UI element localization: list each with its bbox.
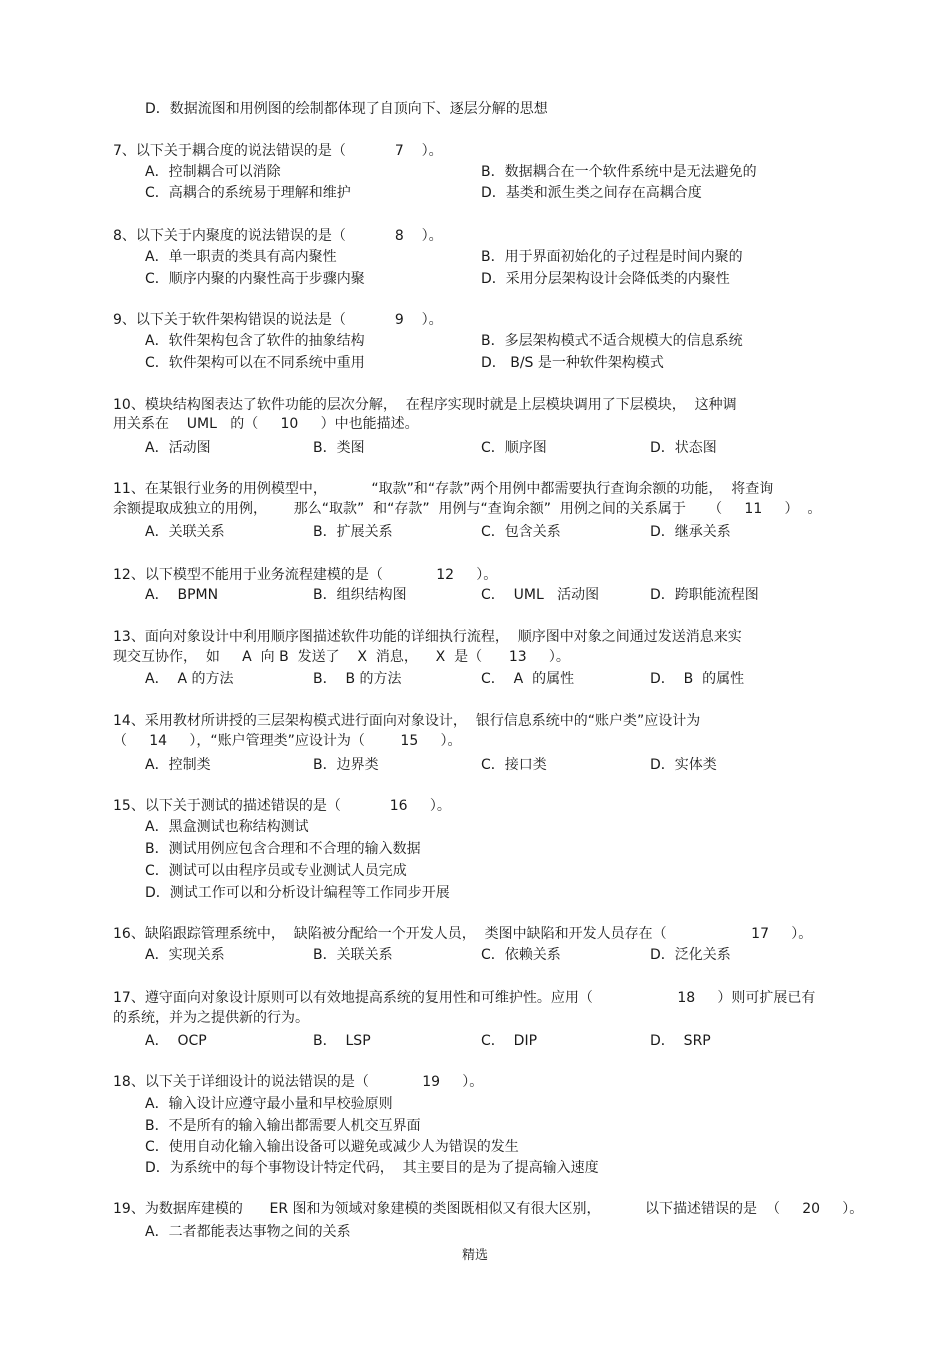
question-8-option-d: D．采用分层架构设计会降低类的内聚性 (481, 271, 730, 287)
question-15-option-c: C．测试可以由程序员或专业测试人员完成 (145, 863, 407, 879)
question-19-option-a: A．二者都能表达事物之间的关系 (145, 1224, 351, 1240)
question-14-stem-line1: 14、采用教材所讲授的三层架构模式进行面向对象设计， 银行信息系统中的“账户类”应设计为 (113, 713, 701, 729)
question-9-option-a: A．软件架构包含了软件的抽象结构 (145, 333, 365, 349)
question-11-stem-line2: 余额提取成独立的用例， 那么“取款” 和“存款” 用例与“查询余额” 用例之间的关系属于 （ 11 ） 。 (113, 501, 822, 517)
question-18-option-c: C．使用自动化输入输出设备可以避免或减少人为错误的发生 (145, 1139, 519, 1155)
question-15-stem: 15、以下关于测试的描述错误的是（ 16 ）。 (113, 798, 451, 814)
question-8-option-c: C．顺序内聚的内聚性高于步骤内聚 (145, 271, 365, 287)
question-8-stem: 8、以下关于内聚度的说法错误的是（ 8 ）。 (113, 228, 443, 244)
question-16-stem: 16、缺陷跟踪管理系统中， 缺陷被分配给一个开发人员， 类图中缺陷和开发人员存在（ 17 ）。 (113, 926, 813, 942)
question-11-option-b: B．扩展关系 (313, 524, 393, 540)
question-12-option-a: A． BPMN (145, 587, 219, 603)
question-14-option-b: B．边界类 (313, 757, 379, 773)
question-18-option-b: B．不是所有的输入输出都需要人机交互界面 (145, 1118, 421, 1134)
question-10-option-c: C．顺序图 (481, 440, 547, 456)
question-16-option-b: B．关联关系 (313, 947, 393, 963)
question-9-option-c: C．软件架构可以在不同系统中重用 (145, 355, 365, 371)
question-16-option-c: C．依赖关系 (481, 947, 561, 963)
prev-option-d: D．数据流图和用例图的绘制都体现了自顶向下、逐层分解的思想 (145, 101, 548, 117)
question-7-stem: 7、以下关于耦合度的说法错误的是（ 7 ）。 (113, 143, 443, 159)
question-16-option-a: A．实现关系 (145, 947, 225, 963)
question-10-option-a: A．活动图 (145, 440, 211, 456)
question-11-stem-line1: 11、在某银行业务的用例模型中， “取款”和“存款”两个用例中都需要执行查询余额的功能， 将查询 (113, 481, 774, 497)
question-8-option-b: B．用于界面初始化的子过程是时间内聚的 (481, 249, 743, 265)
question-12-option-b: B．组织结构图 (313, 587, 407, 603)
question-18-option-d: D．为系统中的每个事物设计特定代码， 其主要目的是为了提高输入速度 (145, 1160, 599, 1176)
question-11-option-c: C．包含关系 (481, 524, 561, 540)
question-13-option-d: D． B 的属性 (650, 671, 745, 687)
question-9-option-d: D． B/S 是一种软件架构模式 (481, 355, 664, 371)
question-11-option-a: A．关联关系 (145, 524, 225, 540)
question-17-option-a: A． OCP (145, 1033, 207, 1049)
question-15-option-d: D．测试工作可以和分析设计编程等工作同步开展 (145, 885, 450, 901)
question-13-option-b: B． B 的方法 (313, 671, 402, 687)
question-12-option-d: D．跨职能流程图 (650, 587, 759, 603)
question-17-option-c: C． DIP (481, 1033, 538, 1049)
question-10-option-d: D．状态图 (650, 440, 717, 456)
question-10-option-b: B．类图 (313, 440, 365, 456)
question-17-stem-line1: 17、遵守面向对象设计原则可以有效地提高系统的复用性和可维护性。应用（ 18 ）则可扩展已有 (113, 990, 816, 1006)
question-7-option-a: A．控制耦合可以消除 (145, 164, 281, 180)
question-17-option-b: B． LSP (313, 1033, 371, 1049)
page-footer: 精选 (461, 1248, 488, 1263)
question-18-stem: 18、以下关于详细设计的说法错误的是（ 19 ）。 (113, 1074, 484, 1090)
question-17-option-d: D． SRP (650, 1033, 711, 1049)
question-18-option-a: A．输入设计应遵守最小量和早校验原则 (145, 1096, 393, 1112)
question-13-option-a: A． A 的方法 (145, 671, 234, 687)
question-7-option-c: C．高耦合的系统易于理解和维护 (145, 185, 351, 201)
question-10-stem-line2: 用关系在 UML 的（ 10 ）中也能描述。 (113, 416, 419, 432)
question-8-option-a: A．单一职责的类具有高内聚性 (145, 249, 337, 265)
question-12-stem: 12、以下模型不能用于业务流程建模的是（ 12 ）。 (113, 567, 498, 583)
question-11-option-d: D．继承关系 (650, 524, 731, 540)
question-19-stem: 19、为数据库建模的 ER 图和为领域对象建模的类图既相似又有很大区别， 以下描述错误的是 （ 20 ）。 (113, 1201, 864, 1217)
question-9-stem: 9、以下关于软件架构错误的说法是（ 9 ）。 (113, 312, 443, 328)
question-15-option-b: B．测试用例应包含合理和不合理的输入数据 (145, 841, 421, 857)
question-14-option-c: C．接口类 (481, 757, 547, 773)
question-15-option-a: A．黑盒测试也称结构测试 (145, 819, 309, 835)
question-7-option-d: D．基类和派生类之间存在高耦合度 (481, 185, 702, 201)
question-14-stem-line2: （ 14 ），“账户管理类”应设计为（ 15 ）。 (113, 733, 462, 749)
question-7-option-b: B．数据耦合在一个软件系统中是无法避免的 (481, 164, 757, 180)
question-10-stem-line1: 10、模块结构图表达了软件功能的层次分解， 在程序实现时就是上层模块调用了下层模块， 这种调 (113, 397, 737, 413)
question-13-option-c: C． A 的属性 (481, 671, 575, 687)
question-12-option-c: C． UML 活动图 (481, 587, 600, 603)
question-14-option-d: D．实体类 (650, 757, 717, 773)
question-13-stem-line1: 13、面向对象设计中利用顺序图描述软件功能的详细执行流程， 顺序图中对象之间通过发送消息来实 (113, 629, 742, 645)
question-16-option-d: D．泛化关系 (650, 947, 731, 963)
question-9-option-b: B．多层架构模式不适合规模大的信息系统 (481, 333, 743, 349)
question-13-stem-line2: 现交互协作， 如 A 向 B 发送了 X 消息， X 是（ 13 ）。 (113, 649, 570, 665)
question-17-stem-line2: 的系统，并为之提供新的行为。 (113, 1010, 309, 1026)
question-14-option-a: A．控制类 (145, 757, 211, 773)
